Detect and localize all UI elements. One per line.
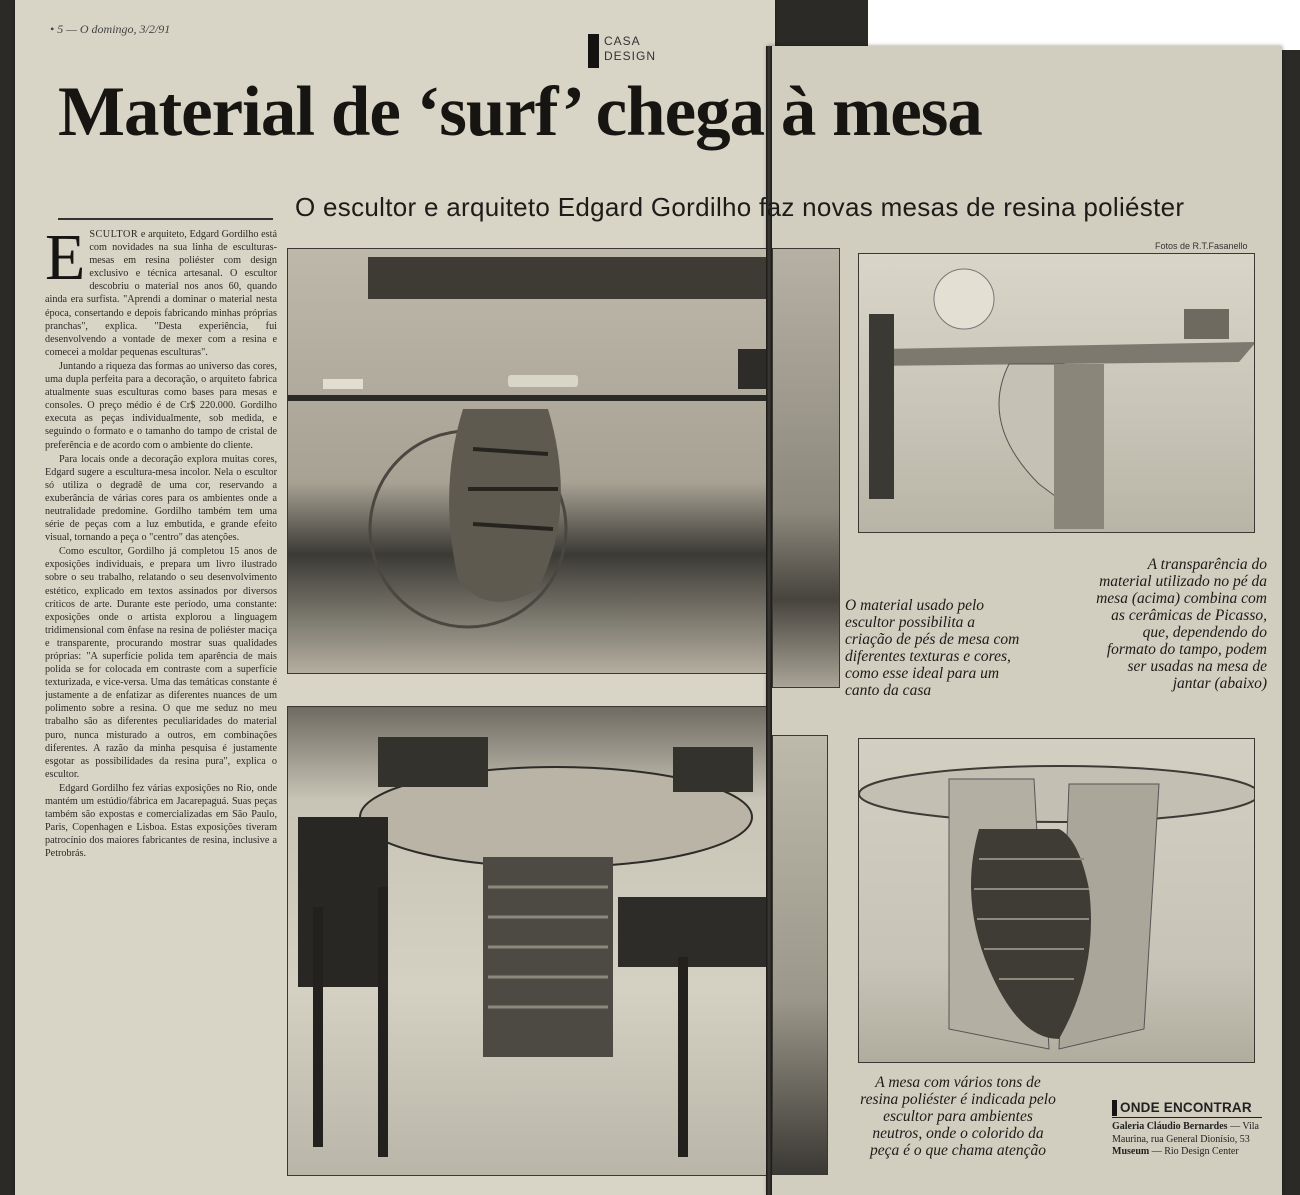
- photo-oval-table: [858, 738, 1255, 1063]
- gallery-listing: [1112, 1121, 1262, 1146]
- subhead-rule: [58, 218, 273, 220]
- heading-bar: [1112, 1100, 1117, 1116]
- headline: Material de ‘surf’ chega à mesa: [58, 73, 982, 151]
- drop-cap: E: [45, 228, 86, 294]
- article-paragraph: Juntando a riqueza das formas ao universo das cores, uma dupla perfeita para a decoração, o arquiteto fabrica atualmente suas esculturas como bases para mesas e consoles. O preço médio é de Cr$ 220.000. Gordilho executa as peças individualmente, sob medida, e seguindo o formato e o tamanho do tampo de cristal de preferência e de acordo com o ambiente do cliente.: [45, 360, 277, 451]
- paragraph-text: e arquiteto, Edgard Gordilho está com novidades na sua linha de esculturas-mesas em resina poliéster com design exclusivo e técnica artesanal. O escultor descobriu o material nos anos 60, quando ainda era surfista. "Aprendi a dominar o material nesta época, consertando e depois fabricando minhas próprias pranchas", explica. "Desta experiência, fui desenvolvendo a vontade de mexer com a resina e comecei a moldar pequenas esculturas".: [45, 229, 277, 358]
- where-to-find-box: [1112, 1100, 1262, 1159]
- article-paragraph: Para locais onde a decoração explora muitas cores, Edgard sugere a escultura-mesa incolor. Nela o escultor só utiliza o degradê de uma cor, reservando a exuberância de várias cores para os ambientes onde a neutralidade predomine. Gordilho também tem uma série de peças com a luz embutida, e grande efeito visual, tornando a peça o "centro" das atenções.: [45, 453, 277, 544]
- section-bar: [588, 34, 599, 68]
- caption-transparency: A transparência do material utilizado no pé da mesa (acima) combina com as cerâmicas de Picasso, que, dependendo do formato do tampo, podem ser usadas na mesa de jantar (abaixo): [1096, 556, 1267, 692]
- section-label: [604, 34, 656, 64]
- article-paragraph: [45, 228, 277, 359]
- photo-console-table: [287, 248, 767, 674]
- caption-dining: A mesa com vários tons de resina poliéster é indicada pelo escultor para ambientes neutros, onde o colorido da peça é o que chama atenção: [860, 1074, 1056, 1159]
- section-label-top: CASA: [604, 34, 641, 48]
- article-paragraph: Como escultor, Gordilho já completou 15 anos de exposições individuais, e prepara um livro ilustrado sobre o seu trabalho, relatando o seu desenvolvimento estético, explicado em textos assinados por diversos críticos de arte. Durante este período, uma constante: exposições onde o artista explorou a linguagem tridimensional com ênfase na resina de poliéster maciça e transparente, procurando mostrar suas qualidades próprias: "A superfície polida tem aparência de mais polida se for colocada em contraste com a superfície texturizada, e vice-versa. Uma das temáticas constante é justamente a de enfatizar as diferentes nuances de um polimento sobre a resina. O que me seduz no meu trabalho são as diferentes peculiaridades do material puro, nunca misturado a outros, em combinações diferentes. A razão da minha pesquisa é justamente esgotar as possibilidades da resina pura", explica o escultor.: [45, 546, 277, 780]
- museum-name: Museum: [1112, 1146, 1150, 1157]
- caption-console: O material usado pelo escultor possibilita a criação de pés de mesa com diferentes texturas e cores, como esse ideal para um canto da casa: [845, 597, 1020, 699]
- photo-credit: Fotos de R.T.Fasanello: [1155, 241, 1248, 251]
- photo-dining-table: [287, 706, 767, 1176]
- gallery-name: Galeria Cláudio Bernardes: [1112, 1121, 1228, 1132]
- photo-transparent-table: [858, 253, 1255, 533]
- section-label-bottom: DESIGN: [604, 49, 657, 63]
- article-body: [45, 228, 277, 1148]
- museum-address: — Rio Design Center: [1149, 1146, 1239, 1157]
- photo-fold-strip-bottom: [772, 735, 828, 1175]
- subhead: O escultor e arquiteto Edgard Gordilho faz novas mesas de resina poliéster: [295, 192, 1185, 222]
- gallery-address: — Vila Maurina, rua General Dionísio, 53: [1112, 1121, 1259, 1145]
- background: [868, 0, 1300, 50]
- where-to-find-title: ONDE ENCONTRAR: [1120, 1099, 1252, 1115]
- where-to-find-heading: [1112, 1100, 1262, 1118]
- museum-listing: [1112, 1146, 1262, 1159]
- section-tag: [588, 34, 656, 68]
- lead-caps: SCULTOR: [89, 229, 139, 240]
- article-paragraph: Edgard Gordilho fez várias exposições no Rio, onde mantém um estúdio/fábrica em Jacarepaguá. Suas peças também são expostas e comercializadas em São Paulo, Paris, Copenhagen e Lisboa. Estas exposições tiveram patrocínio dos maiores fabricantes de resina, inclusive a Petrobrás.: [45, 782, 277, 860]
- dateline: • 5 — O domingo, 3/2/91: [50, 22, 171, 36]
- photo-fold-strip-top: [772, 248, 840, 688]
